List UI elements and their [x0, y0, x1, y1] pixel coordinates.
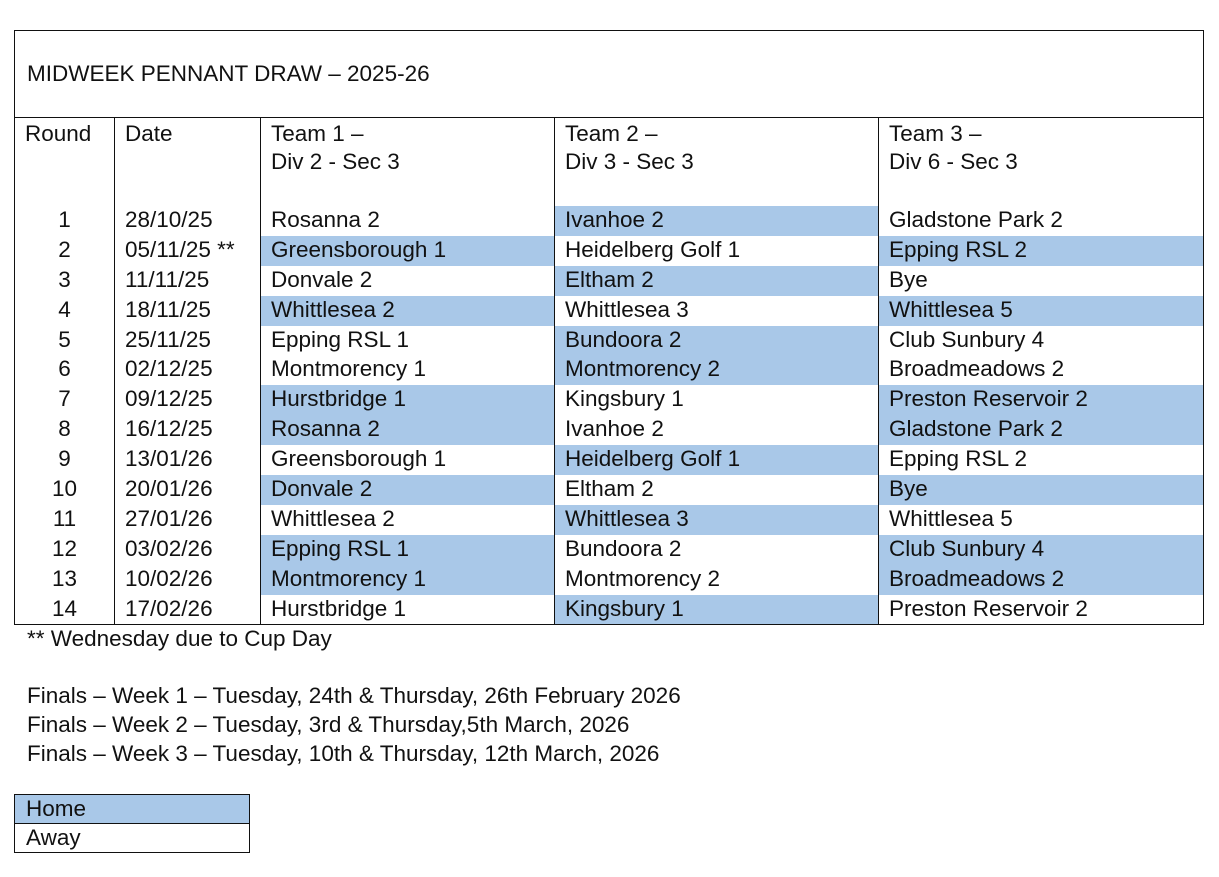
date-cell: 10/02/26 [115, 565, 261, 595]
team2-cell: Kingsbury 1 [555, 595, 879, 625]
legend-home: Home [15, 795, 250, 824]
date-cell: 11/11/25 [115, 266, 261, 296]
round-cell: 10 [15, 475, 115, 505]
date-cell: 02/12/25 [115, 355, 261, 385]
team3-cell: Club Sunbury 4 [879, 535, 1204, 565]
table-row [15, 296, 1204, 326]
legend [14, 794, 250, 853]
team3-cell: Gladstone Park 2 [879, 206, 1204, 236]
date-cell: 09/12/25 [115, 385, 261, 415]
team1-cell: Hurstbridge 1 [261, 595, 555, 625]
table-row [15, 445, 1204, 475]
header-team2 [555, 118, 879, 207]
legend-home-row [15, 795, 250, 824]
round-cell: 12 [15, 535, 115, 565]
team3-cell: Preston Reservoir 2 [879, 595, 1204, 625]
round-cell: 7 [15, 385, 115, 415]
table-row [15, 385, 1204, 415]
team3-cell: Epping RSL 2 [879, 445, 1204, 475]
team1-cell: Donvale 2 [261, 475, 555, 505]
header-team2-line1: Team 2 – [565, 121, 658, 146]
round-cell: 5 [15, 326, 115, 356]
table-row [15, 415, 1204, 445]
title-row [15, 31, 1204, 118]
team1-cell: Hurstbridge 1 [261, 385, 555, 415]
team2-cell: Eltham 2 [555, 266, 879, 296]
header-date: Date [115, 118, 261, 207]
table-row [15, 236, 1204, 266]
date-cell: 17/02/26 [115, 595, 261, 625]
date-cell: 28/10/25 [115, 206, 261, 236]
table-row [15, 326, 1204, 356]
team1-cell: Donvale 2 [261, 266, 555, 296]
team2-cell: Kingsbury 1 [555, 385, 879, 415]
team3-cell: Bye [879, 475, 1204, 505]
page-title: MIDWEEK PENNANT DRAW – 2025-26 [15, 31, 1204, 118]
date-cell: 05/11/25 ** [115, 236, 261, 266]
table-row [15, 505, 1204, 535]
legend-away-row [15, 824, 250, 853]
legend-away: Away [15, 824, 250, 853]
finals-week-2: Finals – Week 2 – Tuesday, 3rd & Thursday,5th March, 2026 [27, 712, 630, 737]
team2-cell: Eltham 2 [555, 475, 879, 505]
round-cell: 1 [15, 206, 115, 236]
team2-cell: Whittlesea 3 [555, 505, 879, 535]
notes [27, 624, 681, 768]
header-team2-line2: Div 3 - Sec 3 [565, 149, 694, 174]
header-team3-line2: Div 6 - Sec 3 [889, 149, 1018, 174]
date-cell: 20/01/26 [115, 475, 261, 505]
team3-cell: Epping RSL 2 [879, 236, 1204, 266]
team1-cell: Epping RSL 1 [261, 326, 555, 356]
team1-cell: Greensborough 1 [261, 445, 555, 475]
round-cell: 6 [15, 355, 115, 385]
cup-day-note: ** Wednesday due to Cup Day [27, 626, 332, 651]
header-row [15, 118, 1204, 207]
round-cell: 4 [15, 296, 115, 326]
team2-cell: Heidelberg Golf 1 [555, 445, 879, 475]
date-cell: 18/11/25 [115, 296, 261, 326]
team1-cell: Montmorency 1 [261, 355, 555, 385]
round-cell: 9 [15, 445, 115, 475]
header-round: Round [15, 118, 115, 207]
team1-cell: Rosanna 2 [261, 415, 555, 445]
team2-cell: Bundoora 2 [555, 535, 879, 565]
team2-cell: Heidelberg Golf 1 [555, 236, 879, 266]
header-team1-line1: Team 1 – [271, 121, 364, 146]
table-row [15, 206, 1204, 236]
team2-cell: Whittlesea 3 [555, 296, 879, 326]
team1-cell: Whittlesea 2 [261, 296, 555, 326]
table-row [15, 266, 1204, 296]
finals-week-1: Finals – Week 1 – Tuesday, 24th & Thursday, 26th February 2026 [27, 683, 681, 708]
team3-cell: Preston Reservoir 2 [879, 385, 1204, 415]
table-row [15, 355, 1204, 385]
round-cell: 13 [15, 565, 115, 595]
round-cell: 11 [15, 505, 115, 535]
team1-cell: Rosanna 2 [261, 206, 555, 236]
team2-cell: Bundoora 2 [555, 326, 879, 356]
team2-cell: Montmorency 2 [555, 355, 879, 385]
team3-cell: Gladstone Park 2 [879, 415, 1204, 445]
table-row [15, 535, 1204, 565]
team2-cell: Montmorency 2 [555, 565, 879, 595]
team1-cell: Montmorency 1 [261, 565, 555, 595]
team3-cell: Broadmeadows 2 [879, 565, 1204, 595]
round-cell: 8 [15, 415, 115, 445]
team3-cell: Whittlesea 5 [879, 505, 1204, 535]
date-cell: 03/02/26 [115, 535, 261, 565]
header-team3 [879, 118, 1204, 207]
round-cell: 14 [15, 595, 115, 625]
date-cell: 25/11/25 [115, 326, 261, 356]
team1-cell: Greensborough 1 [261, 236, 555, 266]
date-cell: 27/01/26 [115, 505, 261, 535]
table-row [15, 475, 1204, 505]
table-row [15, 595, 1204, 625]
header-team1-line2: Div 2 - Sec 3 [271, 149, 400, 174]
date-cell: 13/01/26 [115, 445, 261, 475]
team1-cell: Epping RSL 1 [261, 535, 555, 565]
team3-cell: Broadmeadows 2 [879, 355, 1204, 385]
finals-week-3: Finals – Week 3 – Tuesday, 10th & Thursday, 12th March, 2026 [27, 741, 660, 766]
date-cell: 16/12/25 [115, 415, 261, 445]
pennant-draw-table [14, 30, 1204, 625]
header-team1 [261, 118, 555, 207]
team1-cell: Whittlesea 2 [261, 505, 555, 535]
team3-cell: Club Sunbury 4 [879, 326, 1204, 356]
table-row [15, 565, 1204, 595]
header-team3-line1: Team 3 – [889, 121, 982, 146]
team2-cell: Ivanhoe 2 [555, 415, 879, 445]
team3-cell: Bye [879, 266, 1204, 296]
team3-cell: Whittlesea 5 [879, 296, 1204, 326]
round-cell: 3 [15, 266, 115, 296]
team2-cell: Ivanhoe 2 [555, 206, 879, 236]
round-cell: 2 [15, 236, 115, 266]
